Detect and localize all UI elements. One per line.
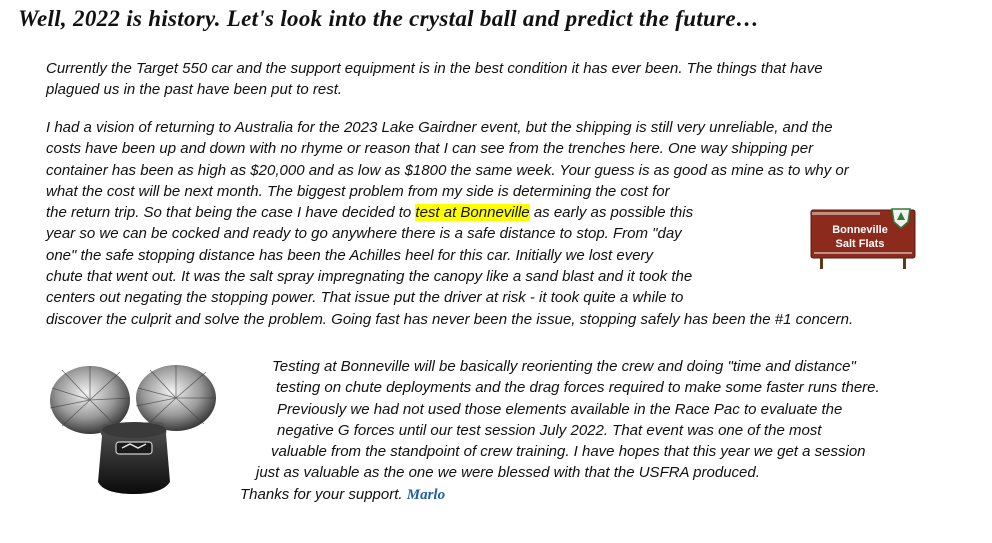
shipping-paragraph [46,117,853,330]
sign-line-1: Bonneville [832,224,888,236]
text-line: centers out negating the stopping power. That issue put the driver at risk - it took quite a while to [46,289,684,307]
text-segment: as early as possible this [529,204,694,222]
text-line: Testing at Bonneville will be basically reorienting the crew and doing "time and distance" [272,358,856,375]
text-line: Currently the Target 550 car and the support equipment is in the best condition it has ever been. The things that have [46,60,823,77]
text-line [46,202,853,223]
page-title: Well, 2022 is history. Let's look into the crystal ball and predict the future… [18,6,760,31]
text-line: year so we can be cocked and ready to go anywhere there is a safe distance to stop. From "day [46,225,682,243]
text-line: discover the culprit and solve the problem. Going fast has never been the issue, stopping safely has been the #1 concern. [46,310,854,328]
text-line: container has been as high as $20,000 and as low as $1800 the same week. Your guess is as good as mine as to why or [46,161,849,179]
sign-line-2: Salt Flats [835,238,885,250]
text-line: costs have been up and down with no rhyme or reason that I can see from the trenches here. One way shipping per [46,140,814,158]
closing-line [240,484,992,506]
highlighted-text: test at Bonneville [415,204,530,222]
testing-paragraph [0,356,992,506]
text-line: chute that went out. It was the salt spray impregnating the canopy like a sand blast and it took the [46,268,693,286]
text-line: testing on chute deployments and the drag forces required to make some faster runs there. [276,379,880,397]
signature: Marlo [406,486,446,503]
text-line: just as valuable as the one we were blessed with that the USFRA produced. [256,464,760,482]
closing-text: Thanks for your support. [240,485,407,503]
text-line: valuable from the standpoint of crew training. I have hopes that this year we get a session [271,443,866,461]
intro-paragraph [46,58,823,101]
text-line: negative G forces until our test session July 2022. That event was one of the most [277,421,822,439]
text-line: plagued us in the past have been put to rest. [46,81,343,99]
bonneville-salt-flats-sign [808,204,918,270]
text-line: Previously we had not used those elements available in the Race Pac to evaluate the [277,400,843,418]
text-line: one" the safe stopping distance has been the Achilles heel for this car. Initially we lost every [46,246,654,264]
text-segment: the return trip. So that being the case I have decided to [46,204,416,222]
text-line: what the cost will be next month. The biggest problem from my side is determining the cost for [46,182,670,200]
text-line: I had a vision of returning to Australia for the 2023 Lake Gairdner event, but the shipping is still very unreliable, and the [46,119,833,136]
